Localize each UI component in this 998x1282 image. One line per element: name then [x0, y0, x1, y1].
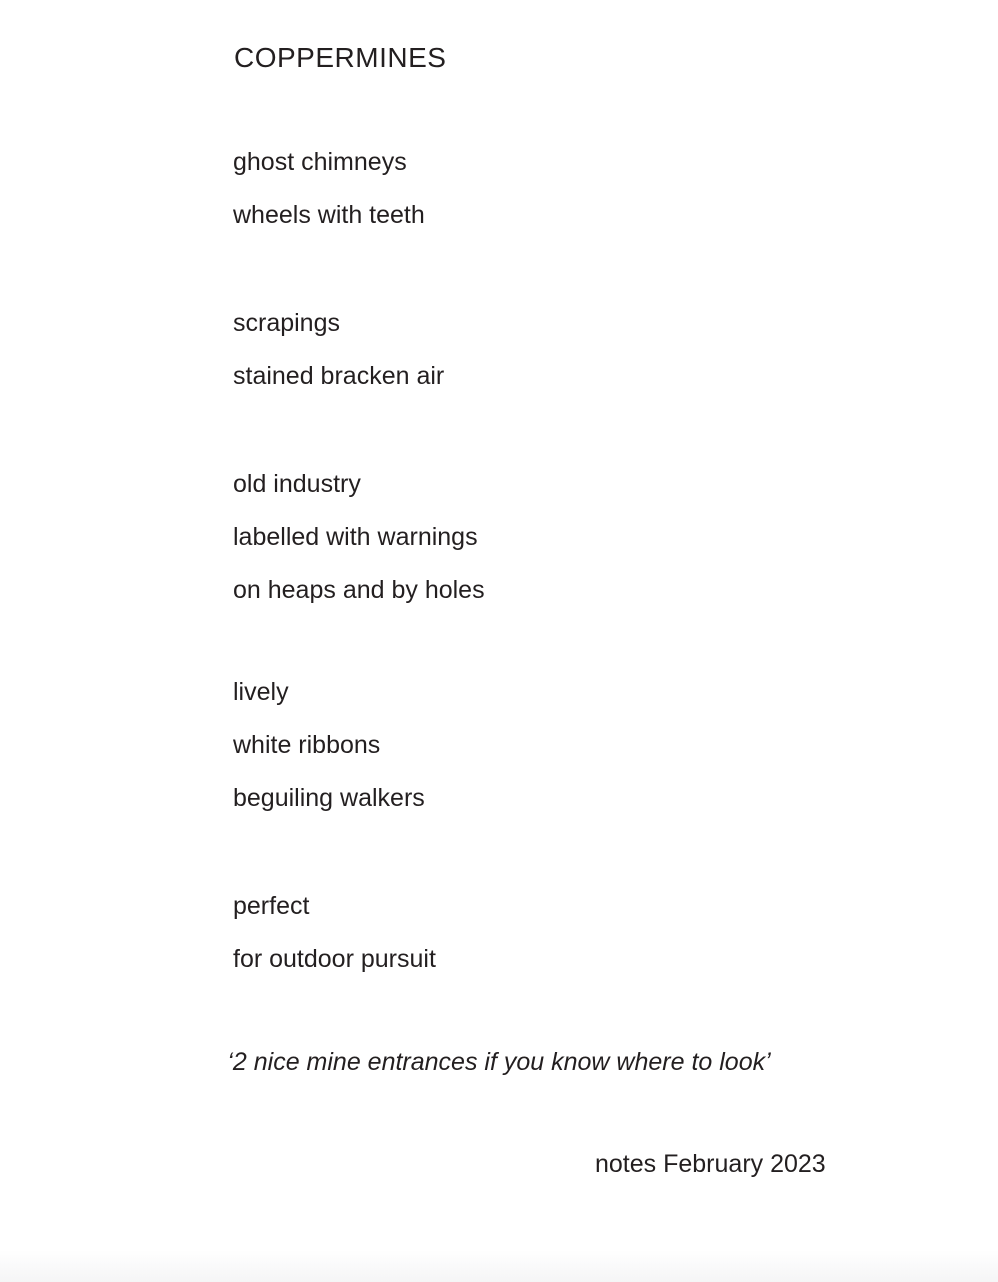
poem-line: white ribbons	[233, 731, 381, 759]
poem-stanza	[233, 136, 425, 242]
poem-stanza	[233, 880, 436, 986]
poem-line: old industry	[233, 470, 361, 498]
poem-line: beguiling walkers	[233, 784, 425, 812]
poem-stanza	[233, 666, 425, 825]
poem-title: COPPERMINES	[234, 42, 447, 73]
poem-line: perfect	[233, 892, 310, 920]
poem-line: ghost chimneys	[233, 148, 407, 176]
poem-footer-date: notes February 2023	[595, 1150, 826, 1178]
poem-quote: ‘2 nice mine entrances if you know where to look’	[227, 1048, 771, 1076]
poem-line: scrapings	[233, 309, 340, 337]
poem-line: labelled with warnings	[233, 523, 478, 551]
poem-stanza	[233, 458, 485, 617]
poem-line: wheels with teeth	[233, 201, 425, 229]
poem-stanza	[233, 297, 444, 403]
poem-line: on heaps and by holes	[233, 576, 485, 604]
poem-line: lively	[233, 678, 289, 706]
poem-line: stained bracken air	[233, 362, 445, 390]
poem-line: for outdoor pursuit	[233, 945, 436, 973]
page-bottom-shadow	[0, 1250, 998, 1282]
